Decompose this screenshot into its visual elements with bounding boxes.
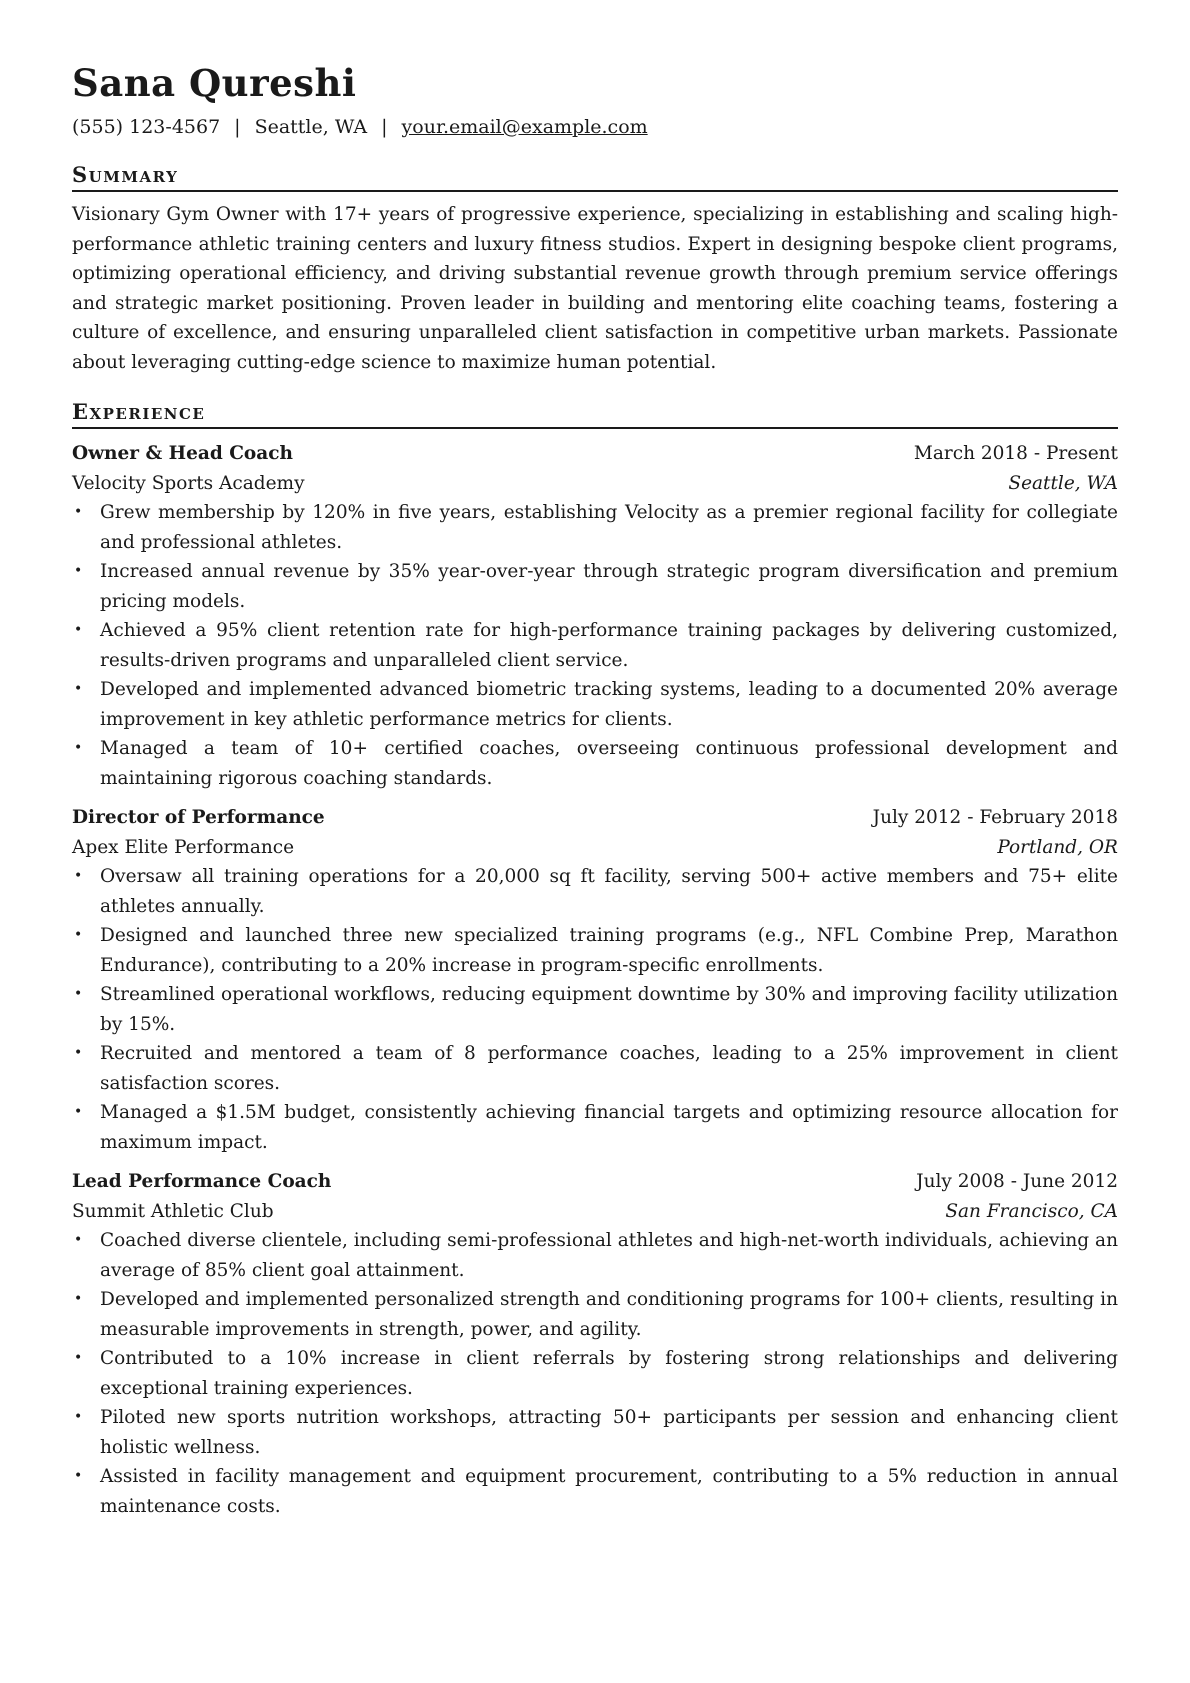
bullet-item: • Managed a team of 10+ certified coaches, overseeing continuous professional development and maintaining rigorous coaching standards. bbox=[100, 734, 1118, 793]
job-subheader bbox=[72, 833, 1118, 863]
bullet-item: • Piloted new sports nutrition workshops, attracting 50+ participants per session and enhancing client holistic wellness. bbox=[100, 1403, 1118, 1462]
experience-heading: Experience bbox=[72, 399, 1118, 429]
bullet-item: • Recruited and mentored a team of 8 performance coaches, leading to a 25% improvement in client satisfaction scores. bbox=[100, 1039, 1118, 1098]
summary-heading: Summary bbox=[72, 162, 1118, 192]
bullet-item: • Developed and implemented advanced biometric tracking systems, leading to a documented 20% average improvement in key athletic performance metrics for clients. bbox=[100, 675, 1118, 734]
job-location: Portland, OR bbox=[997, 836, 1118, 858]
job-dates: March 2018 - Present bbox=[913, 443, 1118, 464]
bullet-item: • Streamlined operational workflows, reducing equipment downtime by 30% and improving facility utilization by 15%. bbox=[100, 980, 1118, 1039]
job-title: Owner & Head Coach bbox=[72, 443, 293, 464]
bullet-item: • Assisted in facility management and equipment procurement, contributing to a 5% reduction in annual maintenance costs. bbox=[100, 1462, 1118, 1521]
candidate-name: Sana Qureshi bbox=[72, 61, 357, 105]
contact-line bbox=[72, 114, 1118, 140]
bullet-item: • Oversaw all training operations for a 20,000 sq ft facility, serving 500+ active members and 75+ elite athletes annually. bbox=[100, 862, 1118, 921]
job-bullets bbox=[72, 1226, 1118, 1521]
bullet-item: • Designed and launched three new specialized training programs (e.g., NFL Combine Prep, Marathon Endurance), contributing to a 20% increase in program-specific enrollments. bbox=[100, 921, 1118, 980]
experience-list bbox=[72, 439, 1118, 1521]
job-title: Lead Performance Coach bbox=[72, 1171, 332, 1192]
bullet-item: • Grew membership by 120% in five years, establishing Velocity as a premier regional facility for collegiate and professional athletes. bbox=[100, 498, 1118, 557]
bullet-item: • Coached diverse clientele, including semi-professional athletes and high-net-worth individuals, achieving an average of 85% client goal attainment. bbox=[100, 1226, 1118, 1285]
job-header bbox=[72, 1167, 1118, 1197]
job-entry bbox=[72, 1167, 1118, 1521]
job-dates: July 2012 - February 2018 bbox=[872, 807, 1118, 828]
job-location: Seattle, WA bbox=[1008, 472, 1118, 494]
bullet-item: • Managed a $1.5M budget, consistently achieving financial targets and optimizing resource allocation for maximum impact. bbox=[100, 1098, 1118, 1157]
company-name: Summit Athletic Club bbox=[72, 1200, 274, 1222]
job-location: San Francisco, CA bbox=[945, 1200, 1118, 1222]
job-header bbox=[72, 439, 1118, 469]
bullet-item: • Achieved a 95% client retention rate for high-performance training packages by delivering customized, results-driven programs and unparalleled client service. bbox=[100, 616, 1118, 675]
job-bullets bbox=[72, 862, 1118, 1157]
job-entry bbox=[72, 803, 1118, 1157]
job-header bbox=[72, 803, 1118, 833]
job-subheader bbox=[72, 469, 1118, 499]
summary-text: Visionary Gym Owner with 17+ years of progressive experience, specializing in establishing and scaling high-performance athletic training centers and luxury fitness studios. Expert in designing bespoke client programs, optimizing operational efficiency, and driving substantial revenue growth through premium service offerings and strategic market positioning. Proven leader in building and mentoring elite coaching teams, fostering a culture of excellence, and ensuring unparalleled client satisfaction in competitive urban markets. Passionate about leveraging cutting-edge science to maximize human potential. bbox=[72, 204, 1118, 373]
bullet-item: • Increased annual revenue by 35% year-over-year through strategic program diversification and premium pricing models. bbox=[100, 557, 1118, 616]
job-title: Director of Performance bbox=[72, 807, 325, 828]
contact-separator: | bbox=[234, 116, 241, 138]
location: Seattle, WA bbox=[254, 116, 368, 138]
bullet-item: • Developed and implemented personalized strength and conditioning programs for 100+ clients, resulting in measurable improvements in strength, power, and agility. bbox=[100, 1285, 1118, 1344]
phone-number: (555) 123-4567 bbox=[72, 116, 221, 138]
job-entry bbox=[72, 439, 1118, 793]
company-name: Apex Elite Performance bbox=[72, 836, 295, 858]
job-bullets bbox=[72, 498, 1118, 793]
bullet-item: • Contributed to a 10% increase in client referrals by fostering strong relationships and delivering exceptional training experiences. bbox=[100, 1344, 1118, 1403]
email-link[interactable]: your.email@example.com bbox=[401, 116, 648, 138]
job-subheader bbox=[72, 1197, 1118, 1227]
job-dates: July 2008 - June 2012 bbox=[916, 1171, 1118, 1192]
company-name: Velocity Sports Academy bbox=[72, 472, 305, 494]
contact-separator: | bbox=[381, 116, 388, 138]
